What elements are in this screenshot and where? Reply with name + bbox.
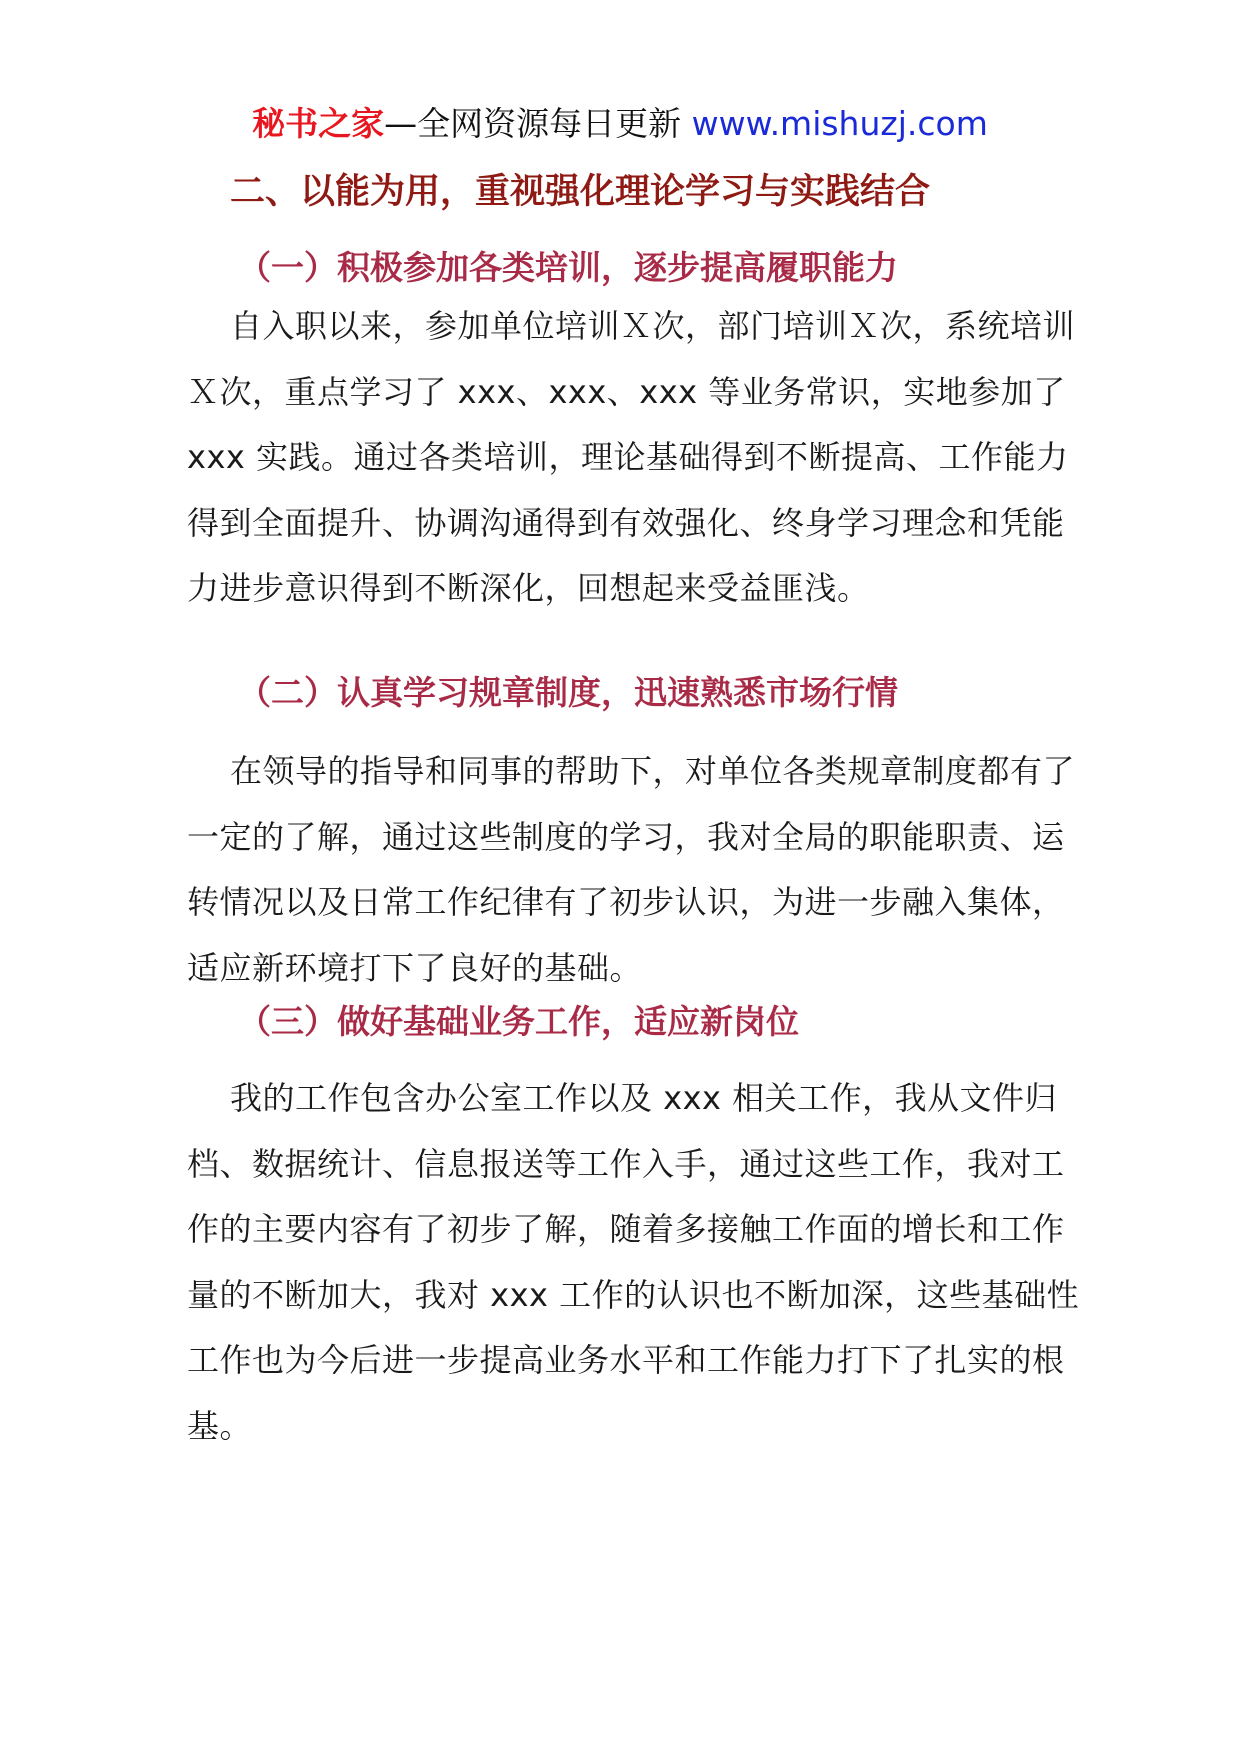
site-header (0, 100, 1240, 148)
site-tagline: —全网资源每日更新 (384, 104, 682, 143)
subsection-title-2: （二）认真学习规章制度，迅速熟悉市场行情 (238, 673, 898, 712)
paragraph-3: 我的工作包含办公室工作以及 xxx 相关工作，我从文件归档、数据统计、信息报送等工作入手，通过这些工作，我对工作的主要内容有了初步了解，随着多接触工作面的增长和工作量的不断加大，我对 xxx 工作的认识也不断加深，这些基础性工作也为今后进一步提高业务水平和工作能力打下了扎实的根基。 (187, 1079, 1080, 1445)
site-url-link[interactable]: www.mishuzj.com (691, 104, 988, 143)
section-title: 二、以能为用，重视强化理论学习与实践结合 (230, 172, 931, 212)
site-brand: 秘书之家 (252, 104, 385, 143)
paragraph-2: 在领导的指导和同事的帮助下，对单位各类规章制度都有了一定的了解，通过这些制度的学习，我对全局的职能职责、运转情况以及日常工作纪律有了初步认识，为进一步融入集体，适应新环境打下了良好的基础。 (187, 752, 1076, 987)
subsection-title-3: （三）做好基础业务工作，适应新岗位 (238, 1002, 799, 1041)
paragraph-1: 自入职以来，参加单位培训Ｘ次，部门培训Ｘ次，系统培训Ｘ次，重点学习了 xxx、xxx、xxx 等业务常识，实地参加了 xxx 实践。通过各类培训，理论基础得到不断提高、工作能力得到全面提升、协调沟通得到有效强化、终身学习理念和凭能力进步意识得到不断深化，回想起来受益匪浅。 (187, 307, 1076, 607)
subsection-title-1: （一）积极参加各类培训，逐步提高履职能力 (238, 248, 898, 287)
